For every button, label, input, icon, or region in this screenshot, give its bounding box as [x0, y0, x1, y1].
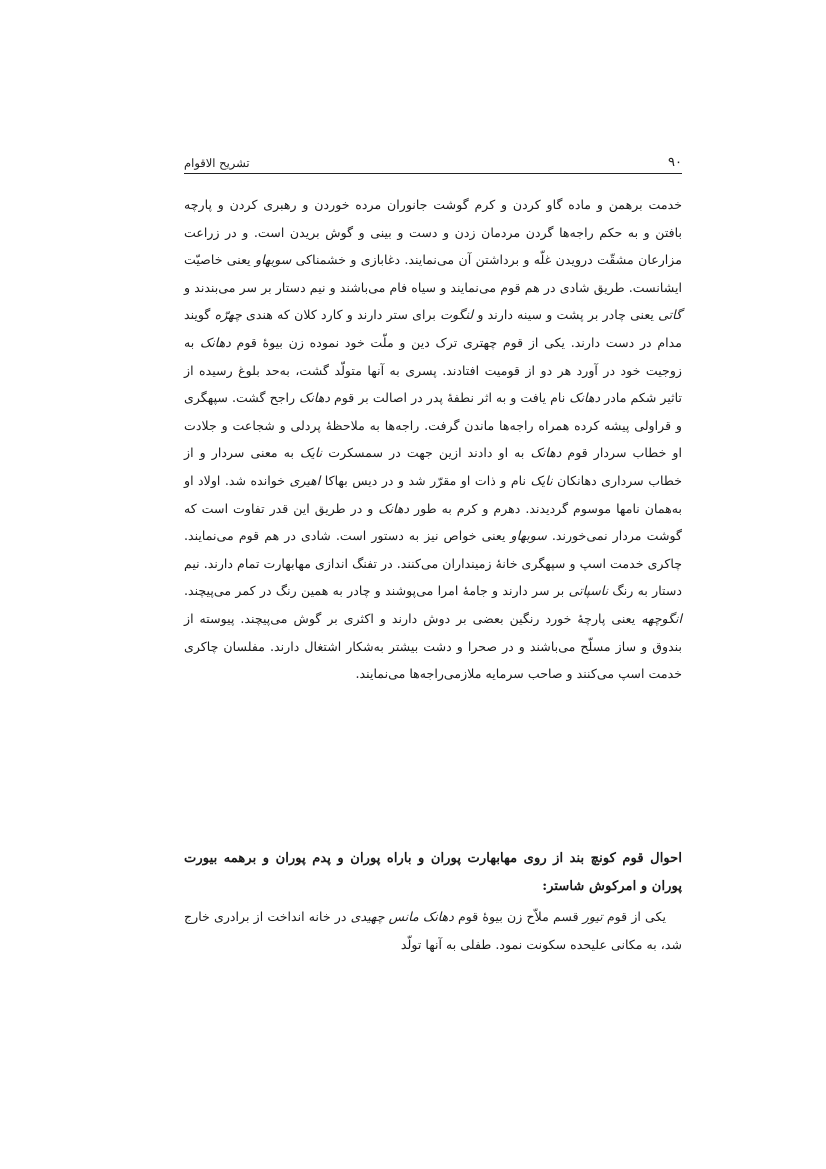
text-run: به معنی سردار و از خطاب سرداری دهانکان	[184, 445, 683, 488]
term: سوبهاو	[255, 252, 292, 268]
running-title: تشریح الاقوام	[184, 156, 250, 170]
text-run: برای ستر دارند و کارد کلان که هندی	[241, 307, 441, 323]
term: گاتی	[658, 307, 682, 323]
term: دهانک	[569, 390, 601, 406]
term: دهانک	[378, 500, 410, 516]
term: سوبهاو	[510, 528, 547, 544]
text-run: یکی از قوم	[602, 909, 667, 924]
text-run: و در طریق این قدر تفاوت است که گوشت مردار نمی‌خورند.	[184, 500, 682, 544]
text-run: یعنی چادر بر پشت و سینه دارند و	[473, 307, 659, 323]
text-run: نام و ذات او مقرّر شد و در دیس بهاکا	[320, 472, 531, 488]
main-paragraph	[184, 191, 682, 688]
page-number: ۹۰	[668, 155, 682, 170]
page-header	[184, 150, 682, 174]
text-run: یعنی خواص نیز به دستور است. شادی در هم قوم می‌نمایند. چاکری خدمت اسپ و سپهگری خانهٔ زمینداران می‌کنند. در تفنگ اندازی مهابهارت تمام دارند. نیم دستار به رنگ	[184, 528, 682, 599]
term: چهرّه	[214, 307, 242, 323]
text-run: قسم ملاّح زن بیوهٔ قوم	[453, 909, 583, 924]
term: اهیری	[289, 472, 321, 488]
term: نایک	[530, 472, 553, 488]
term: لنگوت	[440, 307, 474, 323]
text-run: یعنی خاصیّت ایشانست. طریق شادی در هم قوم می‌نمایند و سیاه فام می‌باشند و نیم دستار بر سر می‌بندند و	[184, 252, 682, 295]
term: دهانک	[530, 445, 562, 461]
term: دهانک مانس چهیدی	[350, 909, 454, 924]
text-run: خوانده شد. اولاد او به‌همان نامها موسوم گردیدند. دهرم و کرم به طور	[184, 472, 682, 516]
text-run: به او دادند ازین جهت در سمسکرت	[322, 445, 531, 461]
text-run: در خانه انداخت از برادری خارج شد، به مکانی علیحده سکونت نمود. طفلی به آنها تولّد	[184, 909, 682, 952]
text-run: نام یافت و به اثر نطفهٔ پدر در اصالت بر قوم	[329, 390, 570, 406]
section-heading: احوال قوم کونچ بند از روی مهابهارت پوران و باراه پوران و پدم پوران و برهمه بیورت پوران و امرکوش شاستر:	[184, 851, 682, 894]
text-run: راجح گشت. سپهگری و قراولی پیشه کرده همراه راجه‌ها ماندن گرفت. راجه‌ها به ملاحظهٔ پردلی و شجاعت و جلادت او خطاب سردار قوم	[184, 390, 683, 461]
term: دهانک	[299, 390, 330, 406]
continuation-paragraph	[184, 903, 682, 958]
term: تیور	[582, 909, 603, 924]
text-run: گویند مدام در دست دارند. یکی از قوم چهتری ترک دین و ملّت خود نموده زن بیوهٔ قوم	[184, 307, 682, 350]
term: انگوچهه	[641, 610, 682, 626]
text-run: یعنی پارچهٔ خورد رنگین بعضی بر دوش دارند و اکثری بر گوش می‌پیچند. پیوسته از بندوق و ساز مسلّح می‌باشند و در صحرا و دشت بیشتر به‌شکار اشتغال دارند. مفلسان چاکری خدمت اسپ می‌کنند و صاحب سرمایه ملازمی‌راجه‌ها می‌نمایند.	[184, 610, 682, 682]
term: نایک	[300, 445, 323, 461]
term: دهانک	[199, 334, 231, 350]
term: ناسپاتی	[568, 583, 609, 599]
text-run: بر سر دارند و جامهٔ امرا می‌پوشند و چادر به همین رنگ در کمر می‌پیچند.	[184, 583, 569, 599]
text-run: خدمت برهمن و ماده گاو کردن و کرم گوشت جانوران مرده خوردن و رهبری کردن و پارچه بافتن و به حکم راجه‌ها گردن مردمان زدن و دست و بینی و گوش بریدن است. و در زراعت مزارعان مشقّت درویدن غلّه و برداشتن آن می‌نمایند. دغابازی و خشمناکی	[184, 197, 682, 268]
text-run: به زوجیت خود در آورد هر دو از قومیت افتادند. پسری به آنها متولّد گشت، به‌حد بلوغ رسیده از تاثیر شکم مادر	[184, 334, 682, 406]
